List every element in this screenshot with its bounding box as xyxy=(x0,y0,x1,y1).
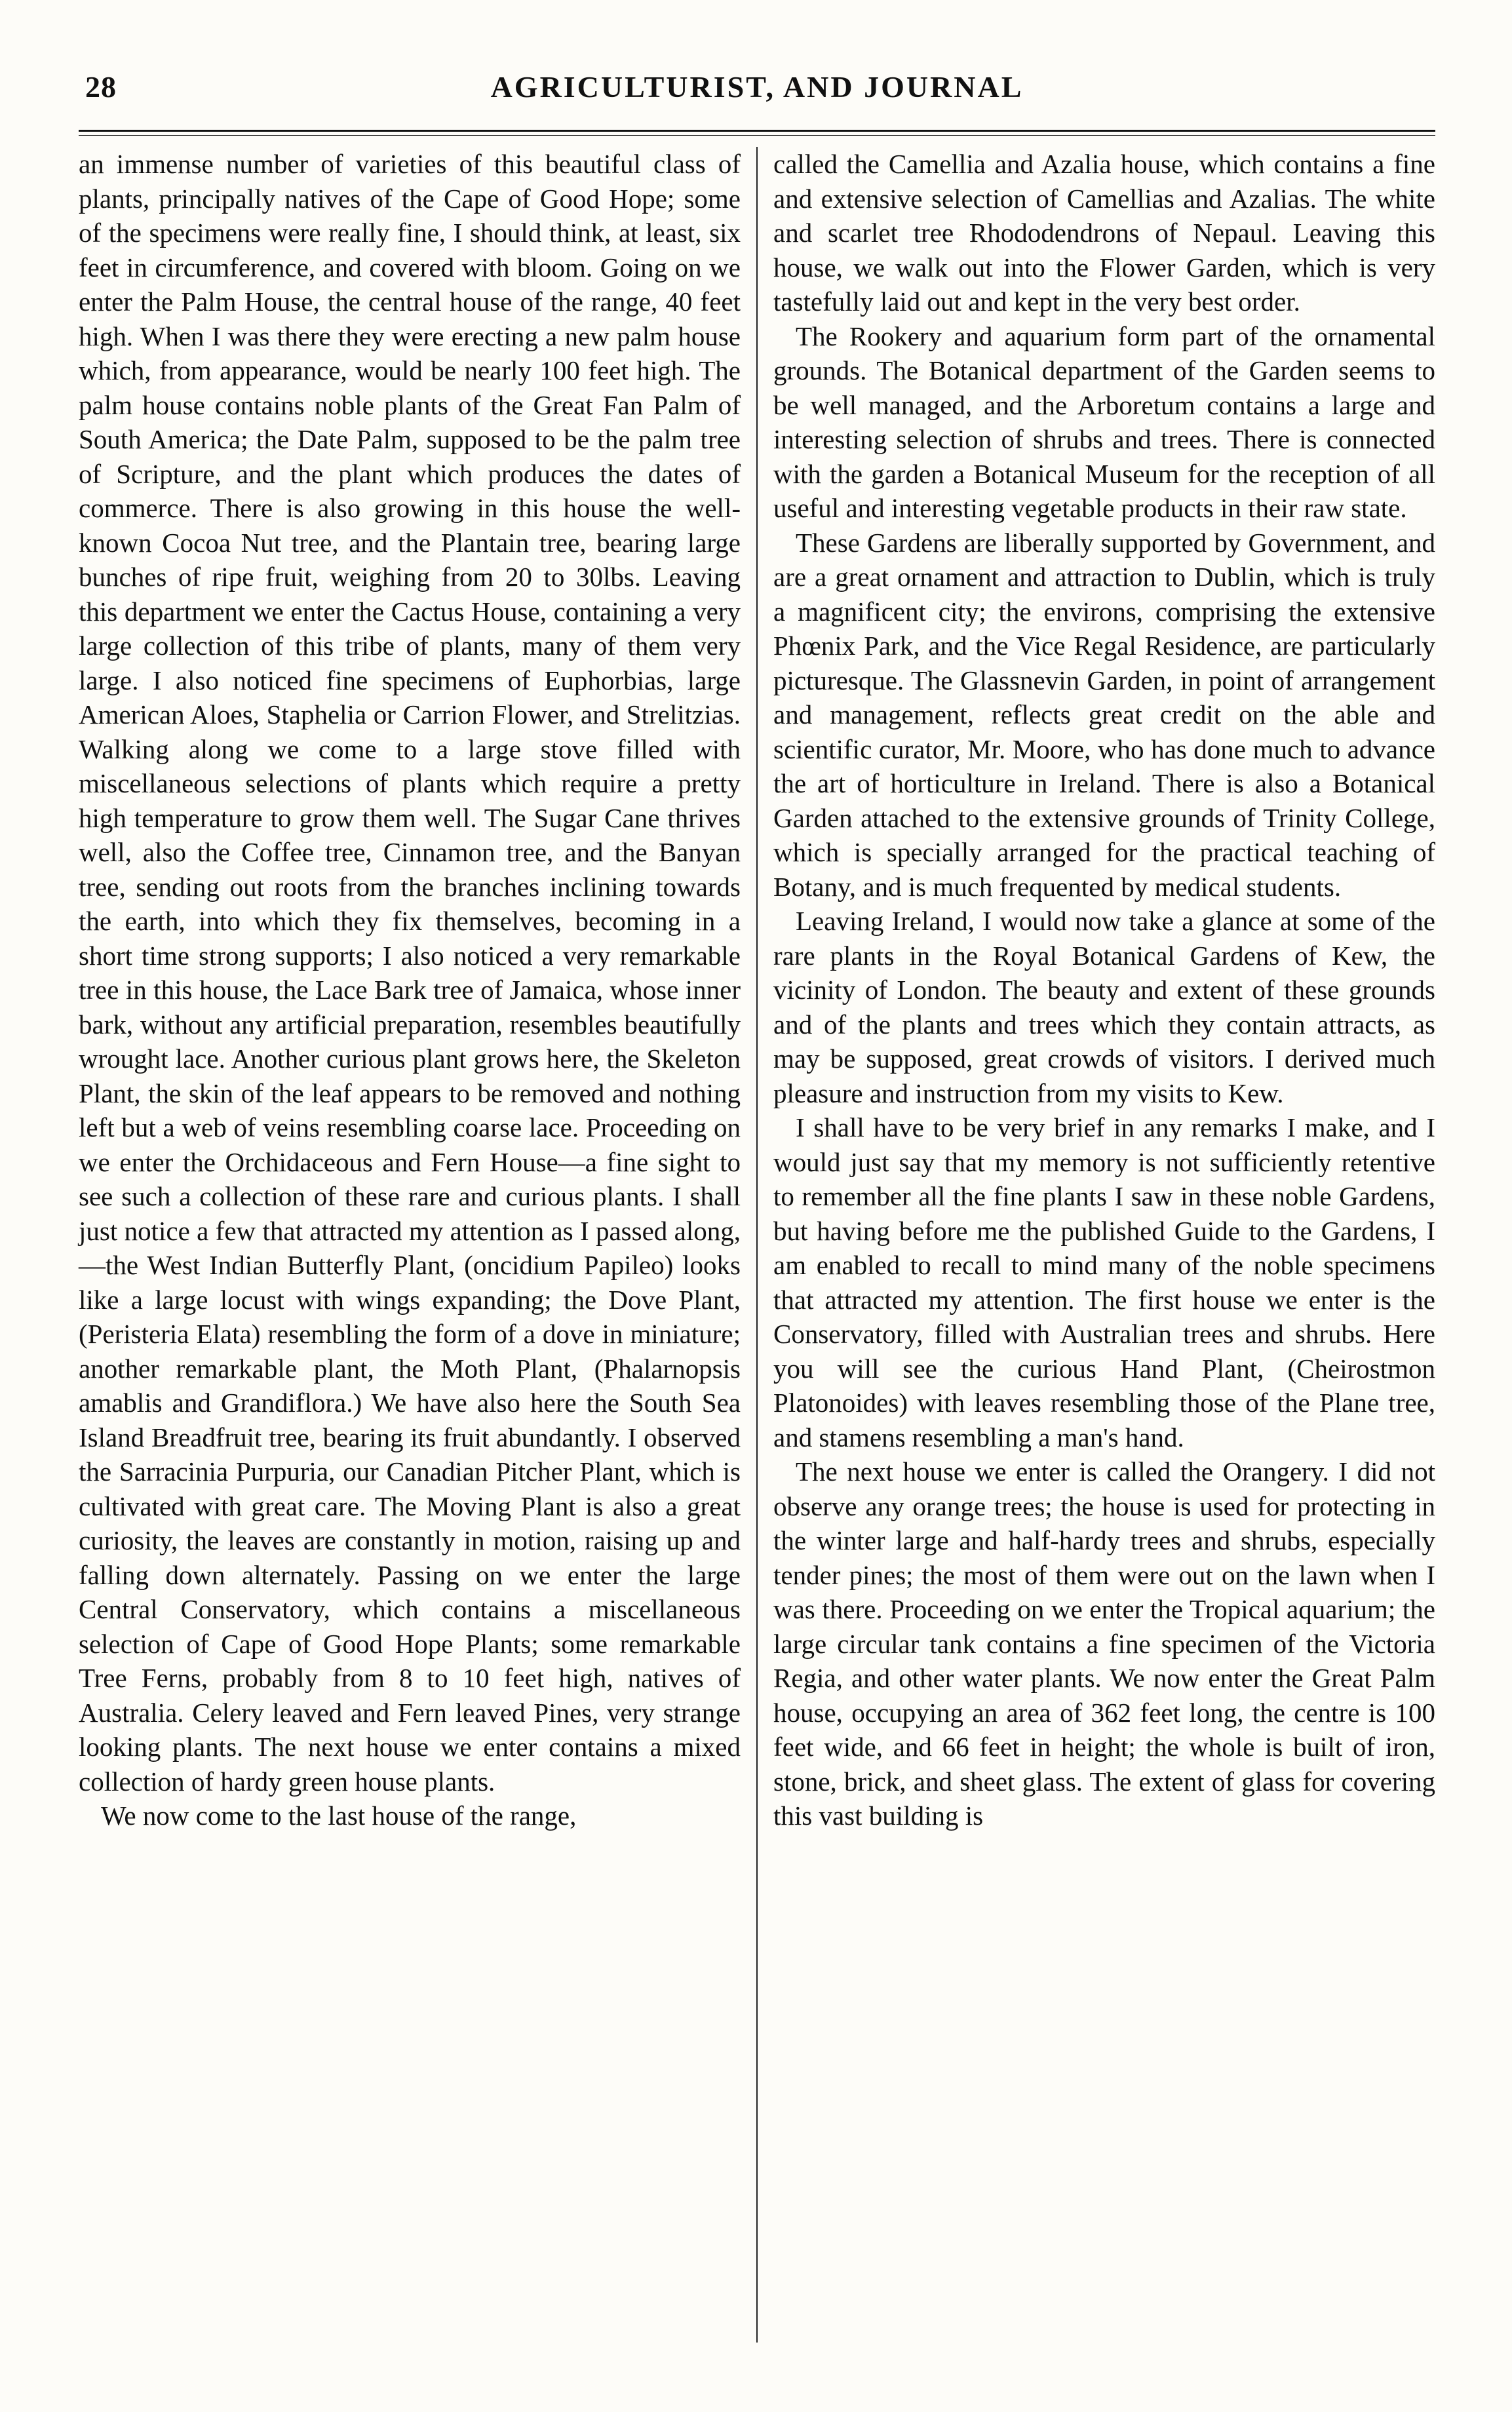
paragraph: We now come to the last house of the range, xyxy=(101,1800,577,1831)
header-rule xyxy=(79,130,1435,132)
header-rule-thin xyxy=(79,135,1435,136)
newspaper-page xyxy=(79,66,1435,2360)
page-header xyxy=(79,66,1435,125)
paragraph: an immense number of varieties of this beautiful class of plants, principally natives of the Cape of Good Hope; some of the specimens were really fine, I should think, at least, six feet in circumference, and covered with bloom. Going on we enter the Palm House, the central house of the range, 40 feet high. When I was there they were erecting a new palm house which, from appearance, would be nearly 100 feet high. The palm house contains noble plants of the Great Fan Palm of South America; the Date Palm, supposed to be the palm tree of Scripture, and the plant which produces the dates of commerce. There is also growing in this house the well-known Cocoa Nut tree, and the Plantain tree, bearing large bunches of ripe fruit, weighing from 20 to 30lbs. Leaving this department we enter the Cactus House, containing a very large collection of this tribe of plants, many of them very large. I also noticed fine specimens of Euphorbias, large American Aloes, Staphelia or Carrion Flower, and Strelitzias. Walking along we come to a large stove filled with miscellaneous selections of plants which require a pretty high temperature to grow them well. The Sugar Cane thrives well, also the Coffee tree, Cinnamon tree, and the Banyan tree, sending out roots from the branches inclining towards the earth, into which they fix themselves, becoming in a short time strong supports; I also noticed a very remarkable tree in this house, the Lace Bark tree of Jamaica, whose inner bark, without any artificial preparation, resembles beautifully wrought lace. Another curious plant grows here, the Skeleton Plant, the skin of the leaf appears to be removed and nothing left but a web of veins resembling coarse lace. Proceeding on we enter the Orchidaceous and Fern House—a fine sight to see such a collection of these rare and curious plants. I shall just notice a few that attracted my attention as I passed along,—the West Indian Butterfly Plant, (oncidium Papileo) looks like a large locust with wings expanding; the Dove Plant, (Peristeria Elata) resembling the form of a dove in miniature; another remarkable plant, the Moth Plant, (Phalarnopsis amablis and Grandiflora.) We have also here the South Sea Island Breadfruit tree, bearing its fruit abundantly. I observed the Sarracinia Purpuria, our Canadian Pitcher Plant, which is cultivated with great care. The Moving Plant is also a great curiosity, the leaves are constantly in motion, raising up and falling down alternately. Passing on we enter the large Central Conservatory, which contains a miscellaneous selection of Cape of Good Hope Plants; some remarkable Tree Ferns, probably from 8 to 10 feet high, natives of Australia. Celery leaved and Fern leaved Pines, very strange looking plants. The next house we enter contains a mixed collection of hardy green house plants. xyxy=(79,149,741,1797)
right-column xyxy=(773,147,1435,1833)
paragraph: The Rookery and aquarium form part of the ornamental grounds. The Botanical department of the Garden seems to be well managed, and the Arboretum contains a large and interesting selection of shrubs and trees. There is connected with the garden a Botanical Museum for the reception of all useful and interesting vegetable products in their raw state. xyxy=(773,321,1435,523)
page-number: 28 xyxy=(85,70,117,104)
left-column xyxy=(79,147,741,1833)
running-title: AGRICULTURIST, AND JOURNAL xyxy=(490,70,1024,104)
paragraph: Leaving Ireland, I would now take a glance at some of the rare plants in the Royal Botanical Gardens of Kew, the vicinity of London. The beauty and extent of these grounds and of the plants and trees which they contain attracts, as may be supposed, great crowds of visitors. I derived much pleasure and instruction from my visits to Kew. xyxy=(773,906,1435,1108)
paragraph: These Gardens are liberally supported by Government, and are a great ornament and attraction to Dublin, which is truly a magnificent city; the environs, comprising the extensive Phœnix Park, and the Vice Regal Residence, are particularly picturesque. The Glassnevin Garden, in point of arrangement and management, reflects great credit on the able and scientific curator, Mr. Moore, who has done much to advance the art of horticulture in Ireland. There is also a Botanical Garden attached to the extensive grounds of Trinity College, which is specially arranged for the practical teaching of Botany, and is much frequented by medical students. xyxy=(773,527,1435,902)
paragraph: called the Camellia and Azalia house, which contains a fine and extensive selection of Camellias and Azalias. The white and scarlet tree Rhododendrons of Nepaul. Leaving this house, we walk out into the Flower Garden, which is very tastefully laid out and kept in the very best order. xyxy=(773,149,1435,317)
paragraph: I shall have to be very brief in any remarks I make, and I would just say that my memory is not sufficiently retentive to remember all the fine plants I saw in these noble Gardens, but having before me the published Guide to the Gardens, I am enabled to recall to mind many of the noble specimens that attracted my attention. The first house we enter is the Conservatory, filled with Australian trees and shrubs. Here you will see the curious Hand Plant, (Cheirostmon Platonoides) with leaves resembling those of the Plane tree, and stamens resembling a man's hand. xyxy=(773,1112,1435,1452)
column-divider xyxy=(756,147,758,2343)
paragraph: The next house we enter is called the Orangery. I did not observe any orange trees; the house is used for protecting in the winter large and half-hardy trees and shrubs, especially tender pines; the most of them were out on the lawn when I was there. Proceeding on we enter the Tropical aquarium; the large circular tank contains a fine specimen of the Victoria Regia, and other water plants. We now enter the Great Palm house, occupying an area of 362 feet long, the centre is 100 feet wide, and 66 feet in height; the whole is built of iron, stone, brick, and sheet glass. The extent of glass for covering this vast building is xyxy=(773,1456,1435,1831)
